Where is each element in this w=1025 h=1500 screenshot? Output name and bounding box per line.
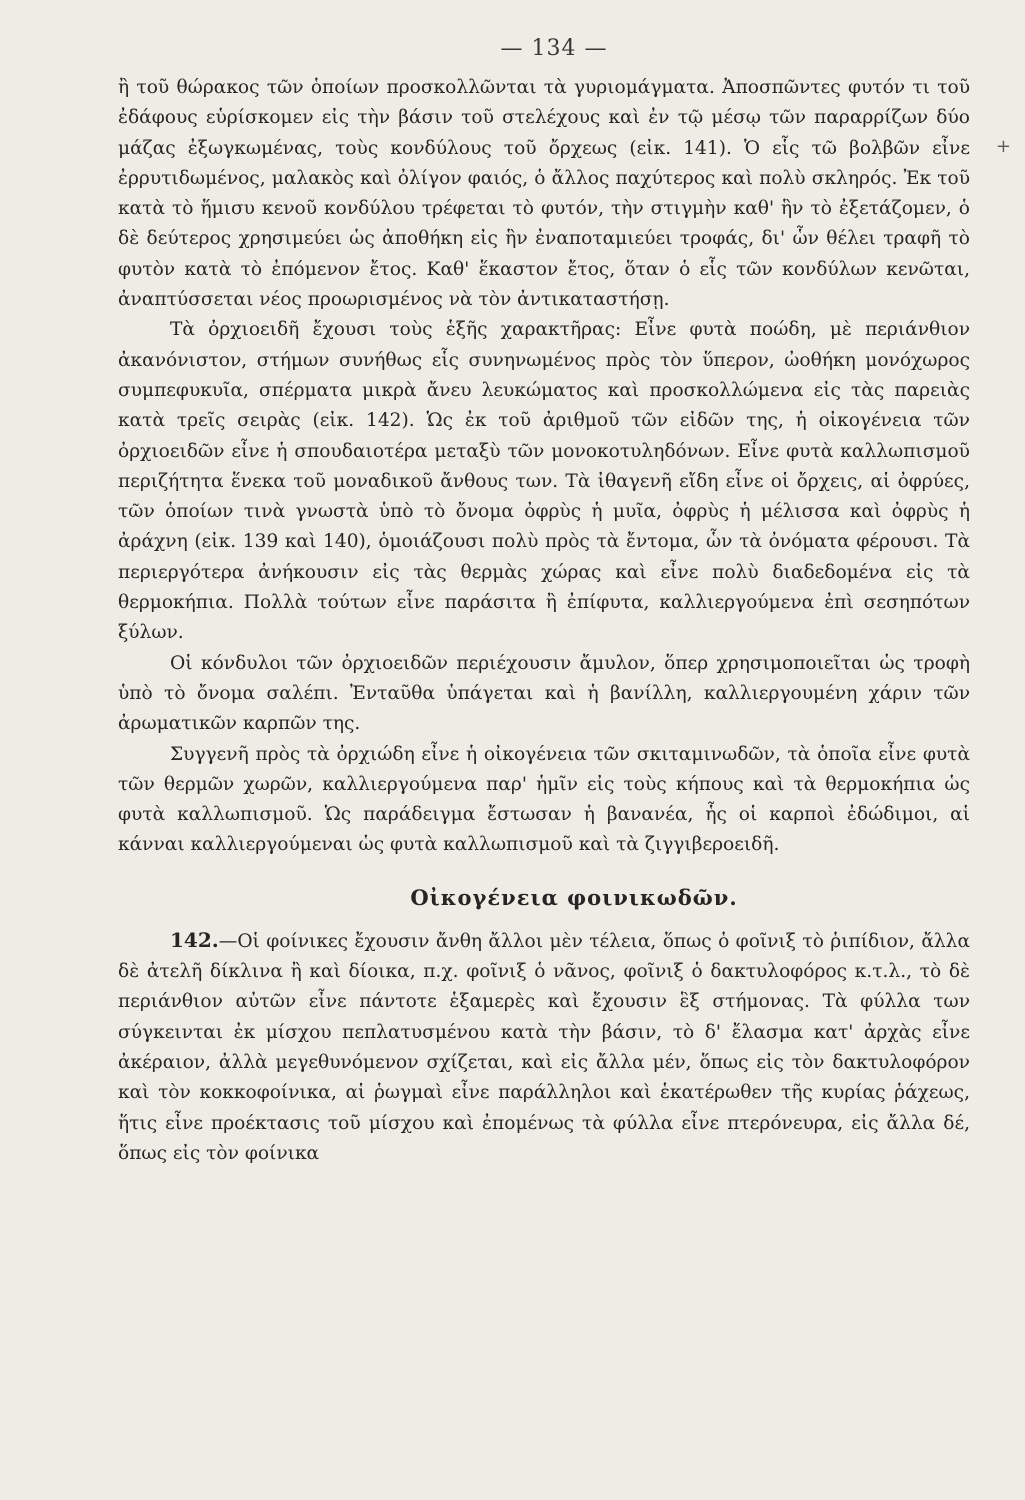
section-text: —Οἱ φοίνικες ἔχουσιν ἄνθη ἄλλοι μὲν τέλεια, ὅπως ὁ φοῖνιξ τὸ ῥιπίδιον, ἄλλα δὲ ἀτελῆ δίκλινα ἢ καὶ δίοικα, π.χ. φοῖνιξ ὁ νᾶνος, φοῖνιξ ὁ δακτυλοφόρος κ.τ.λ., τὸ δὲ περιάνθιον αὐτῶν εἶνε πάντοτε ἑξαμερὲς καὶ ἔχουσιν ἓξ στήμονας. Τὰ φύλλα των σύγκεινται ἐκ μίσχου πεπλατυσμένου κατὰ τὴν βάσιν, τὸ δ' ἔλασμα κατ' ἀρχὰς εἶνε ἀκέραιον, ἀλλὰ μεγεθυνόμενον σχίζεται, καὶ εἰς ἄλλα μέν, ὅπως εἰς τὸν δακτυλοφόρον καὶ τὸν κοκκοφοίνικα, αἱ ῥωγμαὶ εἶνε παράλληλοι καὶ ἑκατέρωθεν τῆς κυρίας ῥάχεως, ἥτις εἶνε προέκτασις τοῦ μίσχου καὶ ἐπομένως τὰ φύλλα εἶνε πτερόνευρα, εἰς ἄλλα δέ, ὅπως εἰς τὸν φοίνικα	[118, 930, 970, 1164]
paragraph-4: Συγγενῆ πρὸς τὰ ὀρχιώδη εἶνε ἡ οἰκογένεια τῶν σκιταμινωδῶν, τὰ ὁποῖα εἶνε φυτὰ τῶν θερμῶν χωρῶν, καλλιεργούμενα παρ' ἡμῖν εἰς τοὺς κήπους καὶ τὰ θερμοκήπια ὡς φυτὰ καλλωπισμοῦ. Ὡς παράδειγμα ἔστωσαν ἡ βανανέα, ἧς οἱ καρποὶ ἐδώδιμοι, αἱ κάνναι καλλιεργούμεναι ὡς φυτὰ καλλωπισμοῦ καὶ τὰ ζιγγιβεροειδῆ.	[118, 743, 970, 856]
section-heading: Οἰκογένεια φοινικωδῶν.	[410, 884, 738, 910]
paragraph-2: Τὰ ὀρχιοειδῆ ἔχουσι τοὺς ἑξῆς χαρακτῆρας: Εἶνε φυτὰ ποώδη, μὲ περιάνθιον ἀκανόνιστον, στήμων συνήθως εἷς συνηνωμένος πρὸς τὸν ὕπερον, ὠοθήκη μονόχωρος συμπεφυκυῖα, σπέρματα μικρὰ ἄνευ λευκώματος καὶ προσκολλώμενα εἰς τὰς παρειὰς κατὰ τρεῖς σειρὰς (εἰκ. 142). Ὡς ἐκ τοῦ ἀριθμοῦ τῶν εἰδῶν της, ἡ οἰκογένεια τῶν ὀρχιοειδῶν εἶνε ἡ σπουδαιοτέρα μεταξὺ τῶν μονοκοτυληδόνων. Εἶνε φυτὰ καλλωπισμοῦ περιζήτητα ἕνεκα τοῦ μοναδικοῦ ἄνθους των. Τὰ ἰθαγενῆ εἴδη εἶνε οἱ ὄρχεις, αἱ ὀφρύες, τῶν ὁποίων τινὰ γνωστὰ ὑπὸ τὸ ὄνομα ὀφρὺς ἡ μυῖα, ὀφρὺς ἡ μέλισσα καὶ ὀφρὺς ἡ ἀράχνη (εἰκ. 139 καὶ 140), ὁμοιάζουσι πολὺ πρὸς τὰ ἔντομα, ὧν τὰ ὀνόματα φέρουσι. Τὰ περιεργότερα ἀνήκουσιν εἰς τὰς θερμὰς χώρας καὶ εἶνε πολὺ διαδεδομένα εἰς τὰ θερμοκήπια. Πολλὰ τούτων εἶνε παράσιτα ἢ ἐπίφυτα, καλλιεργούμενα ἐπὶ σεσηπότων ξύλων.	[118, 319, 970, 644]
margin-mark: +	[995, 136, 1011, 157]
paragraph-1: ἢ τοῦ θώρακος τῶν ὁποίων προσκολλῶνται τὰ γυριομάγματα. Ἀποσπῶντες φυτόν τι τοῦ ἐδάφους εὑρίσκομεν εἰς τὴν βάσιν τοῦ στελέχους καὶ ἐν τῷ μέσῳ τῶν παραρρίζων δύο μάζας ἐξωγκωμένας, τοὺς κονδύλους τοῦ ὄρχεως (εἰκ. 141). Ὁ εἷς τῶ βολβῶν εἶνε ἐρρυτιδωμένος, μαλακὸς καὶ ὀλίγον φαιός, ὁ ἄλλος παχύτερος καὶ πολὺ σκληρός. Ἐκ τοῦ κατὰ τὸ ἥμισυ κενοῦ κονδύλου τρέφεται τὸ φυτόν, τὴν στιγμὴν καθ' ἣν τὸ ἐξετάζομεν, ὁ δὲ δεύτερος χρησιμεύει ὡς ἀποθήκη εἰς ἣν ἐναποταμιεύει τροφάς, δι' ὧν θέλει τραφῆ τὸ φυτὸν κατὰ τὸ ἐπόμενον ἔτος. Καθ' ἕκαστον ἔτος, ὅταν ὁ εἷς τῶν κονδύλων κενῶται, ἀναπτύσσεται νέος προωρισμένος νὰ τὸν ἀντικαταστήσῃ.	[118, 77, 970, 311]
section-paragraph	[118, 925, 970, 1169]
section-number: 142.	[170, 927, 219, 952]
body-text	[118, 73, 970, 1169]
page-number: — 134 —	[500, 36, 608, 61]
paragraph-3: Οἱ κόνδυλοι τῶν ὀρχιοειδῶν περιέχουσιν ἄμυλον, ὅπερ χρησιμοποιεῖται ὡς τροφὴ ὑπὸ τὸ ὄνομα σαλέπι. Ἐνταῦθα ὑπάγεται καὶ ἡ βανίλλη, καλλιεργουμένη χάριν τῶν ἀρωματικῶν καρπῶν της.	[118, 652, 970, 735]
